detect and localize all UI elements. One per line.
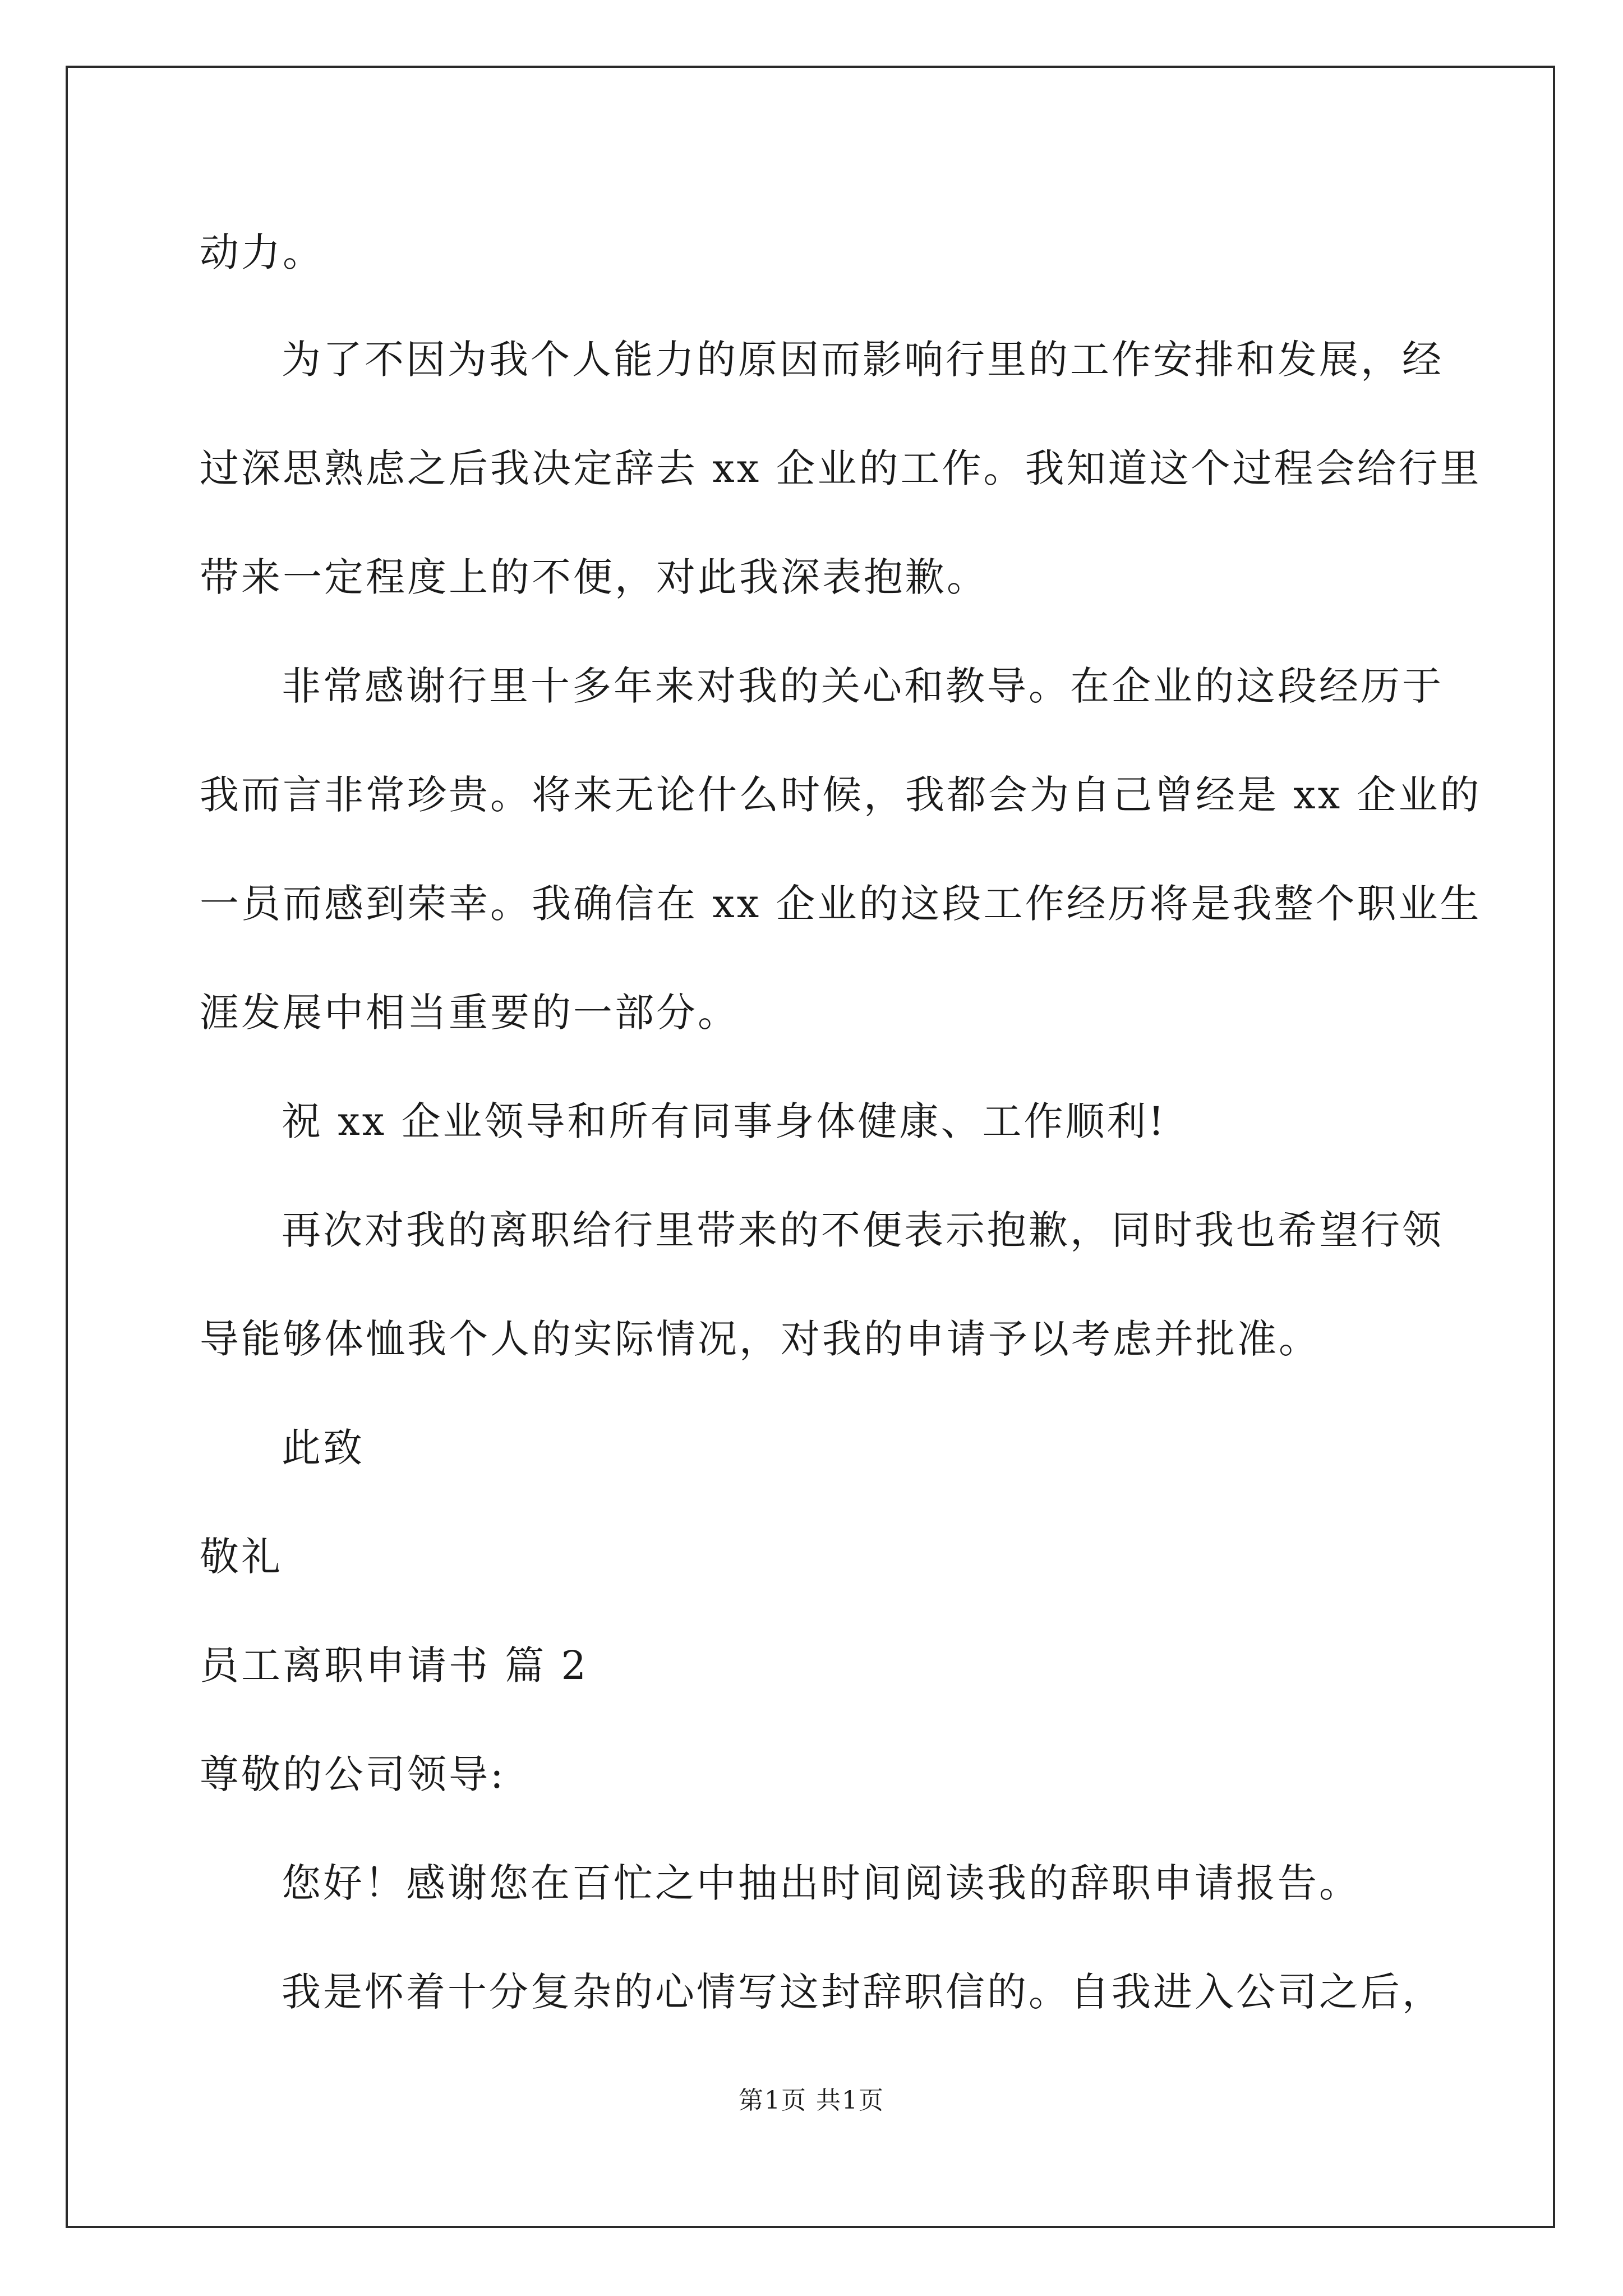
text-line: 非常感谢行里十多年来对我的关心和教导。在企业的这段经历于 bbox=[282, 663, 1444, 709]
text-line: 敬礼 bbox=[200, 1534, 283, 1580]
text-line: 导能够体恤我个人的实际情况，对我的申请予以考虑并批准。 bbox=[200, 1316, 1320, 1362]
text-line: 带来一定程度上的不便，对此我深表抱歉。 bbox=[200, 554, 988, 600]
text-line: 一员而感到荣幸。我确信在 xx 企业的这段工作经历将是我整个职业生 bbox=[200, 881, 1482, 927]
page-footer: 第1页 共1页 bbox=[739, 2086, 884, 2115]
section-heading: 员工离职申请书 篇 2 bbox=[200, 1642, 589, 1688]
text-line: 再次对我的离职给行里带来的不便表示抱歉，同时我也希望行领 bbox=[282, 1207, 1444, 1253]
text-line: 过深思熟虑之后我决定辞去 xx 企业的工作。我知道这个过程会给行里 bbox=[200, 445, 1482, 491]
text-line: 涯发展中相当重要的一部分。 bbox=[200, 990, 739, 1036]
text-line: 您好！感谢您在百忙之中抽出时间阅读我的辞职申请报告。 bbox=[282, 1860, 1361, 1906]
text-line: 为了不因为我个人能力的原因而影响行里的工作安排和发展，经 bbox=[282, 337, 1444, 383]
salutation: 尊敬的公司领导: bbox=[200, 1751, 506, 1797]
text-line: 祝 xx 企业领导和所有同事身体健康、工作顺利! bbox=[282, 1098, 1166, 1144]
text-line: 我是怀着十分复杂的心情写这封辞职信的。自我进入公司之后， bbox=[282, 1969, 1444, 2015]
text-line: 动力。 bbox=[200, 229, 324, 275]
text-line: 此致 bbox=[282, 1425, 365, 1471]
text-line: 我而言非常珍贵。将来无论什么时候，我都会为自己曾经是 xx 企业的 bbox=[200, 772, 1482, 818]
